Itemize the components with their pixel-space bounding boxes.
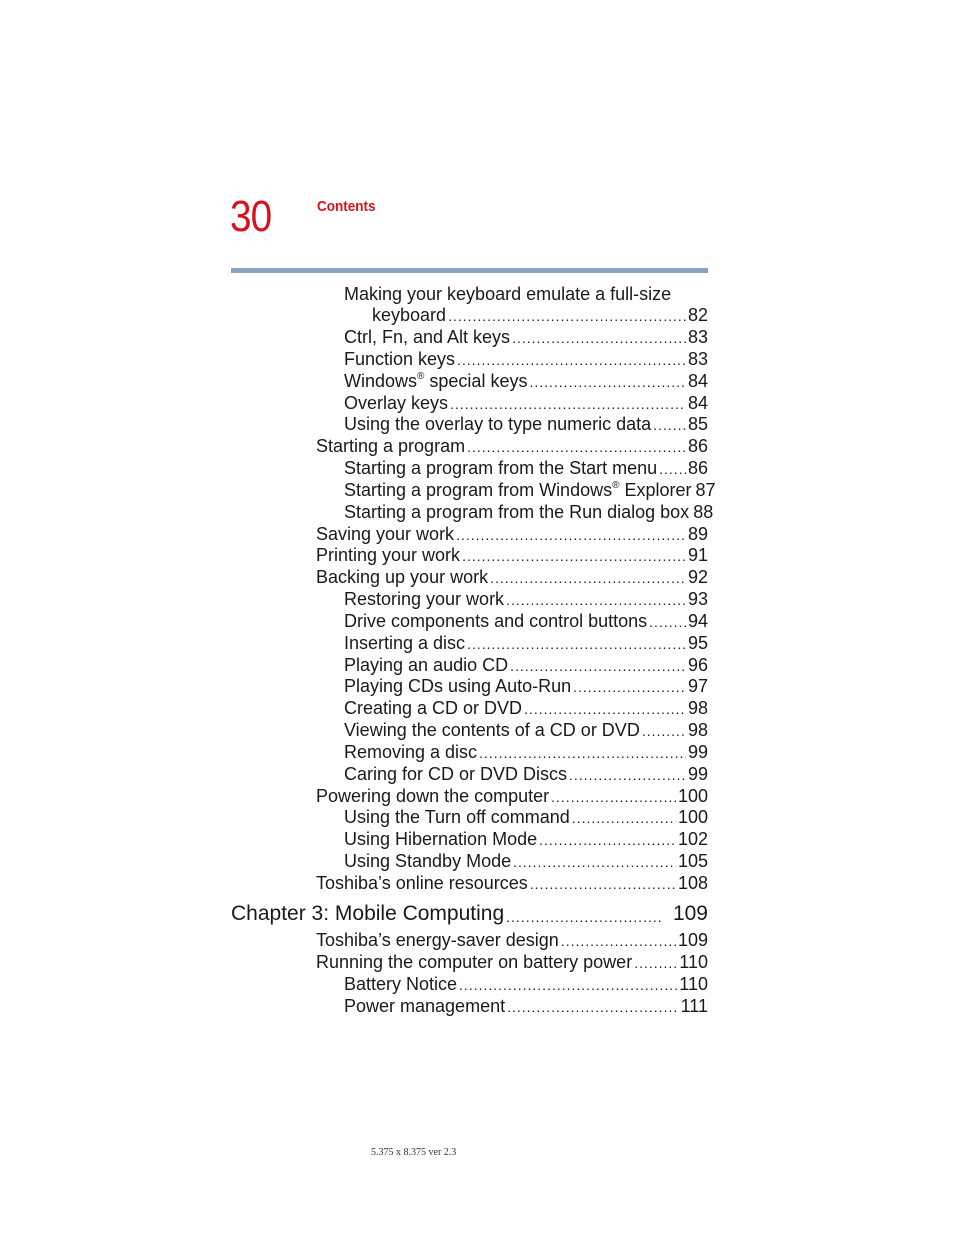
toc-page: 108 [677, 873, 708, 893]
toc-page: 111 [680, 996, 708, 1016]
toc-page: 92 [687, 567, 708, 587]
toc-page: 85 [687, 414, 708, 434]
toc-title: Chapter 3: Mobile Computing [231, 902, 505, 925]
toc-page: 86 [687, 436, 708, 456]
dot-leader [573, 677, 686, 697]
toc-title: Inserting a disc [344, 633, 466, 653]
toc-page: 83 [687, 327, 708, 347]
toc-entry-creating-cd[interactable] [344, 697, 708, 719]
toc-page: 84 [687, 393, 708, 413]
toc-page: 98 [687, 698, 708, 718]
toc-entry-energy-saver[interactable] [316, 929, 708, 951]
dot-leader [506, 590, 686, 610]
toc-title: Powering down the computer [316, 786, 550, 806]
toc-title: Printing your work [316, 545, 461, 565]
toc-page: 100 [677, 786, 708, 806]
dot-leader [524, 699, 686, 719]
toc-entry-hibernation[interactable] [344, 828, 708, 850]
toc-entry-restoring[interactable] [344, 588, 708, 610]
dot-leader [569, 765, 686, 785]
toc-title: Viewing the contents of a CD or DVD [344, 720, 640, 740]
toc-entry-function-keys[interactable] [344, 348, 708, 370]
dot-leader [479, 743, 686, 763]
dot-leader [459, 975, 677, 995]
toc-entry-audio-cd[interactable] [344, 654, 708, 676]
toc-title: Playing CDs using Auto-Run [344, 676, 572, 696]
toc-entry-run-dialog[interactable] [344, 501, 714, 523]
header-rule [231, 268, 708, 273]
toc-page: 105 [677, 851, 708, 871]
dot-leader [513, 852, 676, 872]
dot-leader [642, 721, 686, 741]
toc-entry-keyboard-emulate[interactable]: Making your keyboard emulate a full-size [344, 284, 672, 304]
toc-entry-caring-discs[interactable] [344, 763, 708, 785]
toc-entry-auto-run[interactable] [344, 675, 708, 697]
dot-leader [462, 546, 686, 566]
toc-page: 100 [677, 807, 708, 827]
dot-leader [561, 931, 676, 951]
dot-leader [539, 830, 676, 850]
toc-title: Saving your work [316, 524, 455, 544]
toc-title: Windows® special keys [344, 371, 528, 391]
toc-page: 93 [687, 589, 708, 609]
dot-leader [490, 568, 686, 588]
toc-title: Creating a CD or DVD [344, 698, 523, 718]
toc-page: 102 [677, 829, 708, 849]
toc-entry-overlay-numeric[interactable] [344, 413, 708, 435]
dot-leader [467, 437, 686, 457]
toc-entry-drive-components[interactable] [344, 610, 708, 632]
toc-title: Overlay keys [344, 393, 449, 413]
toc-title: Removing a disc [344, 742, 478, 762]
toc-entry-battery-power[interactable] [316, 951, 708, 973]
toc-page: 110 [679, 974, 708, 994]
toc-entry-starting-program[interactable] [316, 435, 708, 457]
dot-leader [456, 525, 686, 545]
toc-title: keyboard [372, 305, 447, 325]
toc-page: 99 [687, 742, 708, 762]
toc-title: Starting a program [316, 436, 466, 456]
toc-title: Function keys [344, 349, 456, 369]
toc-page: 97 [687, 676, 708, 696]
toc-page: 94 [687, 611, 708, 631]
toc-title: Toshiba’s energy-saver design [316, 930, 559, 950]
toc-title: Using the overlay to type numeric data [344, 414, 652, 434]
footer-format-note: 5.375 x 8.375 ver 2.3 [371, 1147, 457, 1158]
toc-title: Toshiba’s online resources [316, 873, 528, 893]
dot-leader [467, 634, 686, 654]
dot-leader [450, 394, 686, 414]
toc-title: Playing an audio CD [344, 655, 509, 675]
toc-title: Power management [344, 996, 506, 1016]
dot-leader [634, 953, 677, 973]
dot-leader [506, 907, 663, 927]
toc-page: 109 [677, 930, 708, 950]
toc-page: 86 [687, 458, 708, 478]
toc-entry-keyboard-emulate-cont[interactable] [372, 304, 708, 326]
toc-page: 109 [672, 902, 708, 925]
toc-title: Using Standby Mode [344, 851, 512, 871]
dot-leader [653, 415, 686, 435]
toc-title: Running the computer on battery power [316, 952, 633, 972]
toc-title: Restoring your work [344, 589, 505, 609]
toc-entry-turn-off[interactable] [344, 806, 708, 828]
toc-page: 110 [679, 952, 708, 972]
toc-entry-overlay-keys[interactable] [344, 392, 708, 414]
dot-leader [530, 874, 676, 894]
toc-page: 83 [687, 349, 708, 369]
toc-entry-ctrl-fn-alt[interactable] [344, 326, 708, 348]
page-number: 30 [230, 192, 272, 241]
toc-entry-powering-down[interactable] [316, 785, 708, 807]
toc-page: 84 [687, 371, 708, 391]
toc-page: 91 [687, 545, 708, 565]
dot-leader [510, 656, 686, 676]
dot-leader [448, 306, 686, 326]
toc-page: 96 [687, 655, 708, 675]
toc-entry-battery-notice[interactable] [344, 973, 708, 995]
toc-entry-printing[interactable] [316, 544, 708, 566]
toc-page: 89 [687, 524, 708, 544]
toc-title: Battery Notice [344, 974, 458, 994]
toc-title: Using the Turn off command [344, 807, 570, 827]
toc-entry-windows-explorer[interactable] [344, 479, 716, 501]
toc-entry-saving[interactable] [316, 523, 708, 545]
toc-title: Starting a program from Windows® Explorer [344, 480, 692, 500]
toc-page: 82 [687, 305, 708, 325]
toc-entry-viewing-contents[interactable] [344, 719, 708, 741]
registered-mark: ® [417, 371, 425, 382]
toc-page: 88 [693, 502, 714, 522]
toc-page: 87 [695, 480, 716, 500]
toc-title: Starting a program from the Run dialog box [344, 502, 690, 522]
toc-entry-power-management[interactable] [344, 995, 708, 1017]
dot-leader [507, 997, 679, 1017]
dot-leader [551, 787, 676, 807]
toc-entry-removing-disc[interactable] [344, 741, 708, 763]
toc-page: 99 [687, 764, 708, 784]
toc-entry-windows-special-keys[interactable] [344, 370, 708, 392]
toc-entry-inserting-disc[interactable] [344, 632, 708, 654]
toc-title: Starting a program from the Start menu [344, 458, 658, 478]
toc-page: 98 [687, 720, 708, 740]
dot-leader [572, 808, 676, 828]
dot-leader [649, 612, 686, 632]
toc-entry-standby[interactable] [344, 850, 708, 872]
toc-title: Drive components and control buttons [344, 611, 648, 631]
dot-leader [659, 459, 686, 479]
dot-leader [529, 372, 686, 392]
dot-leader [512, 328, 686, 348]
dot-leader [457, 350, 686, 370]
toc-title: Ctrl, Fn, and Alt keys [344, 327, 511, 347]
toc-title: Backing up your work [316, 567, 489, 587]
toc-entry-start-menu[interactable] [344, 457, 708, 479]
toc-title: Caring for CD or DVD Discs [344, 764, 568, 784]
toc-title: Using Hibernation Mode [344, 829, 538, 849]
section-title: Contents [317, 198, 376, 215]
toc-entry-online-resources[interactable] [316, 872, 708, 894]
toc-page: 95 [687, 633, 708, 653]
toc-entry-chapter-3[interactable] [231, 901, 708, 927]
toc-entry-backing-up[interactable] [316, 566, 708, 588]
registered-mark: ® [612, 480, 620, 491]
